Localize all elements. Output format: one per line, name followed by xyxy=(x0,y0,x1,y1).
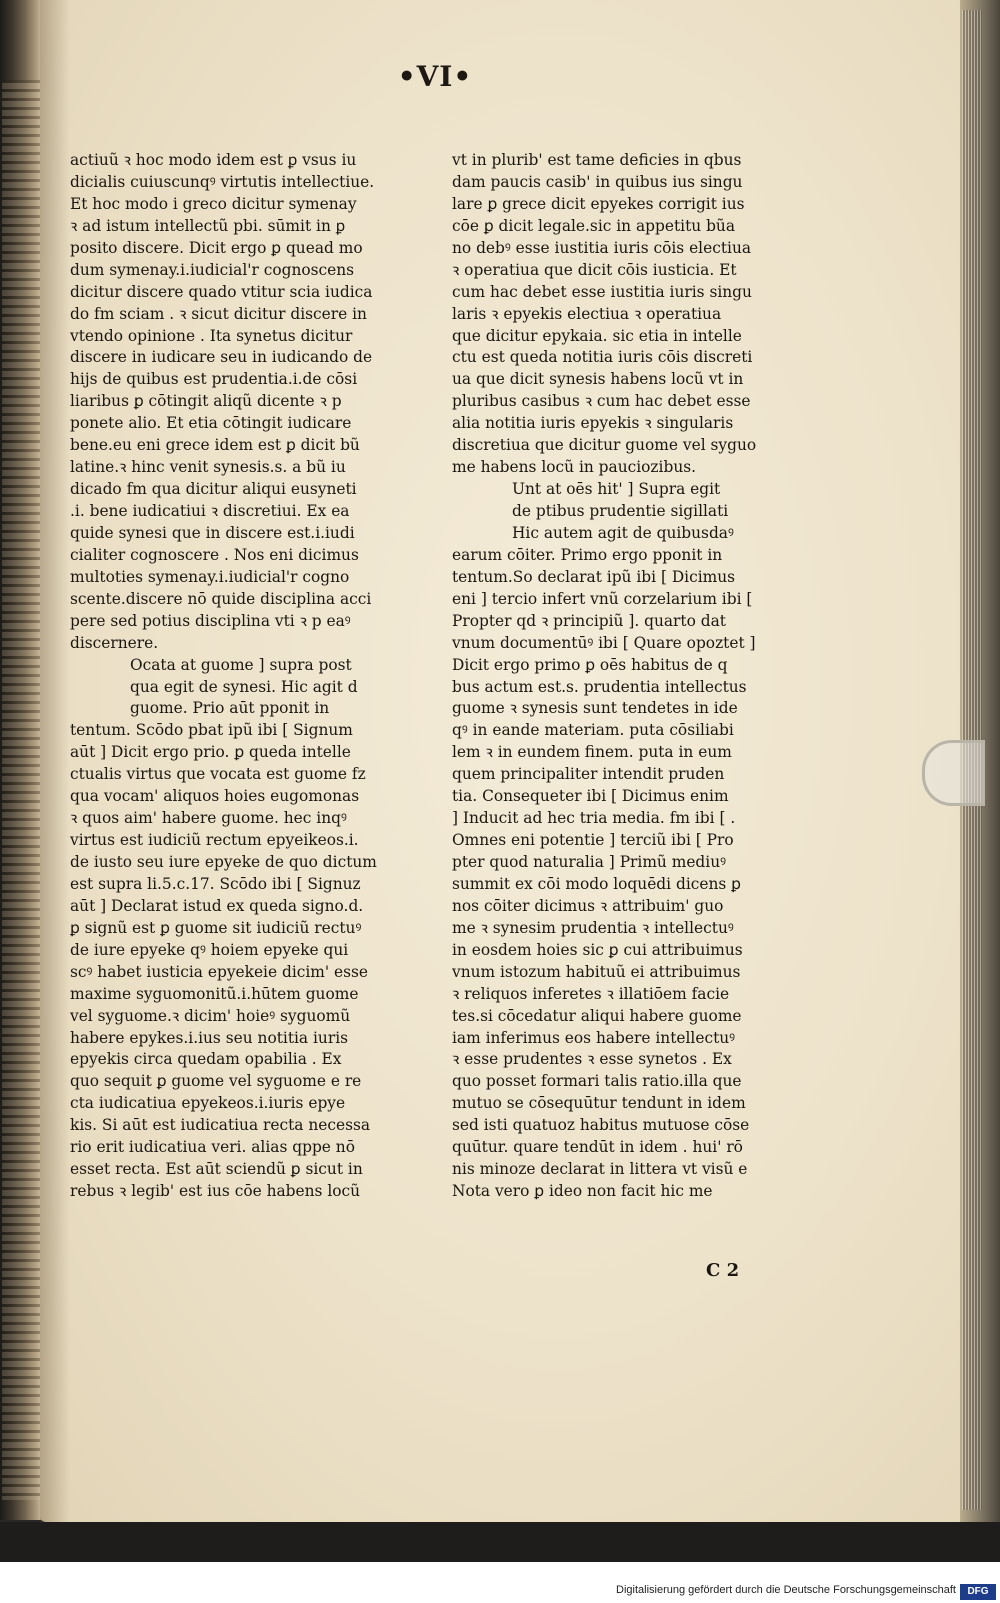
text-line: Ocata at guome ] supra post xyxy=(130,655,352,674)
text-line: eni ] tercio infert vnũ corzelarium ibi [ xyxy=(452,589,753,608)
text-line: cum hac debet esse iustitia iuris singu xyxy=(452,282,752,301)
text-line: ctualis virtus que vocata est guome fz xyxy=(70,765,366,784)
text-line: vnum documentūꝰ ibi [ Quare opoztet ] xyxy=(452,633,756,652)
text-line: discere in iudicare seu in iudicando de xyxy=(70,348,373,367)
text-line: ꝛ esse prudentes ꝛ esse synetos . Ex xyxy=(452,1050,732,1069)
text-line: habere epykes.i.ius seu notitia iuris xyxy=(70,1028,349,1047)
text-line: dum symenay.i.iudicial'r cognoscens xyxy=(70,260,355,279)
text-line: maxime syguomonitũ.i.hūtem guome xyxy=(70,984,359,1003)
text-line: latine.ꝛ hinc venit synesis.s. a bũ iu xyxy=(70,458,346,477)
text-line: quo posset formari talis ratio.illa que xyxy=(452,1072,742,1091)
text-line: lem ꝛ in eundem finem. puta in eum xyxy=(452,743,732,762)
text-line: Hic autem agit de quibusdaꝰ xyxy=(512,523,734,542)
paper-clip xyxy=(922,740,985,806)
text-line: actiuũ ꝛ hoc modo idem est ꝑ vsus iu xyxy=(70,151,357,169)
right-text-column xyxy=(452,150,772,1203)
text-line: de iure epyeke qꝰ hoiem epyeke qui xyxy=(70,940,349,959)
funding-credit: Digitalisierung gefördert durch die Deutsche Forschungsgemeinschaft xyxy=(616,1584,956,1596)
text-line: pter quod naturalia ] Primũ mediuꝰ xyxy=(452,853,726,871)
text-line: vt in plurib' est tame deficies in qbus xyxy=(452,151,742,169)
dfg-logo: DFG xyxy=(960,1584,996,1600)
text-line: scente.discere nō quide disciplina acci xyxy=(70,589,372,608)
text-line: ꝛ ad istum intellectũ pbi. sūmit in ꝑ xyxy=(70,216,346,235)
text-line: ] Inducit ad hec tria media. fm ibi [ . xyxy=(452,809,736,828)
text-line: in eosdem hoies sic ꝑ cui attribuimus xyxy=(452,940,743,959)
text-line: rebus ꝛ legib' est ius cōe habens locũ xyxy=(70,1182,361,1201)
text-line: guome ꝛ synesis sunt tendetes in ide xyxy=(452,699,738,718)
text-line: quūtur. quare tendūt in idem . hui' rō xyxy=(452,1138,743,1157)
text-line: bus actum est.s. prudentia intellectus xyxy=(452,677,747,696)
text-line: alia notitia iuris epyekis ꝛ singularis xyxy=(452,414,734,433)
text-line: lare ꝑ grece dicit epyekes corrigit ius xyxy=(452,194,745,213)
text-line: quide synesi que in discere est.i.iudi xyxy=(70,523,355,542)
text-line: guome. Prio aūt pponit in xyxy=(130,699,330,718)
gutter-shadow xyxy=(40,0,70,1522)
text-line: posito discere. Dicit ergo ꝑ quead mo xyxy=(70,238,363,257)
text-line: ꝛ quos aim' habere guome. hec inqꝰ xyxy=(70,809,347,828)
text-line: me ꝛ synesim prudentia ꝛ intellectuꝰ xyxy=(452,918,734,937)
text-line: scꝰ habet iusticia epyekeie dicim' esse xyxy=(70,962,369,981)
text-line: tes.si cōcedatur aliqui habere guome xyxy=(452,1006,742,1025)
text-line: multoties symenay.i.iudicial'r cogno xyxy=(70,567,350,586)
text-line: nos cōiter dicimus ꝛ attribuim' guo xyxy=(452,896,724,915)
text-line: Unt at oēs hit' ] Supra egit xyxy=(512,480,721,499)
text-line: bene.eu eni grece idem est ꝑ dicit bũ xyxy=(70,436,360,455)
text-line: mutuo se cōsequūtur tendunt in idem xyxy=(452,1094,746,1113)
text-line: ꝑ signũ est ꝑ guome sit iudiciũ rectuꝰ xyxy=(70,918,362,937)
text-line: earum cōiter. Primo ergo pponit in xyxy=(452,545,723,564)
text-line: ꝛ operatiua que dicit cōis iusticia. Et xyxy=(452,260,737,279)
text-line: vnum istozum habituũ ei attribuimus xyxy=(452,962,741,981)
text-line: laris ꝛ epyekis electiua ꝛ operatiua xyxy=(452,304,722,323)
scan-bottom-band xyxy=(0,1522,1000,1562)
text-line: discernere. xyxy=(70,633,159,652)
text-line: de ptibus prudentie sigillati xyxy=(512,502,729,520)
folio-number: •VI• xyxy=(397,60,473,93)
text-line: dicialis cuiuscunqꝰ virtutis intellectiue. xyxy=(70,172,375,191)
text-line: summit ex cōi modo loquēdi dicens ꝑ xyxy=(452,874,741,893)
text-line: iam inferimus eos habere intellectuꝰ xyxy=(452,1028,736,1047)
text-line: cōe ꝑ dicit legale.sic in appetitu bũa xyxy=(452,216,736,235)
text-line: Nota vero ꝑ ideo non facit hic me xyxy=(452,1182,713,1201)
text-line: liaribus ꝑ cōtingit aliqũ dicente ꝛ p xyxy=(70,392,342,411)
text-line: no debꝰ esse iustitia iuris cōis electiua xyxy=(452,238,752,257)
text-line: ponete alio. Et etia cōtingit iudicare xyxy=(70,414,352,433)
text-line: ctu est queda notitia iuris cōis discreti xyxy=(452,348,753,367)
text-line: tentum. Scōdo pbat ipũ ibi [ Signum xyxy=(70,721,353,740)
text-line: est supra li.5.c.17. Scōdo ibi [ Signuz xyxy=(70,874,361,893)
text-line: discretiua que dicitur guome vel syguo xyxy=(452,436,757,455)
text-line: hijs de quibus est prudentia.i.de cōsi xyxy=(70,370,358,389)
left-page-bleed xyxy=(2,80,42,1500)
text-line: vtendo opinione . Ita synetus dicitur xyxy=(70,326,353,345)
text-line: nis minoze declarat in littera vt visũ e xyxy=(452,1160,748,1179)
text-line: ꝛ reliquos inferetes ꝛ illatiōem facie xyxy=(452,984,730,1003)
text-line: dicado fm qua dicitur aliqui eusyneti xyxy=(70,480,357,499)
text-line: .i. bene iudicatiui ꝛ discretiui. Ex ea xyxy=(70,502,350,520)
text-line: quo sequit ꝑ guome vel syguome e re xyxy=(70,1072,362,1091)
text-line: pere sed potius disciplina vti ꝛ p eaꝰ xyxy=(70,611,351,630)
text-line: kis. Si aūt est iudicatiua recta necessa xyxy=(70,1116,371,1135)
text-line: qua vocam' aliquos hoies eugomonas xyxy=(70,787,360,806)
text-line: sed isti quatuoz habitus mutuose cōse xyxy=(452,1116,750,1135)
text-line: aūt ] Declarat istud ex queda signo.d. xyxy=(70,896,364,915)
text-line: epyekis circa quedam opabilia . Ex xyxy=(70,1050,342,1069)
text-line: dicitur discere quado vtitur scia iudica xyxy=(70,282,373,301)
text-line: vel syguome.ꝛ dicim' hoieꝰ syguomũ xyxy=(70,1006,351,1025)
text-line: Omnes eni potentie ] terciũ ibi [ Pro xyxy=(452,831,734,850)
text-line: tia. Consequeter ibi [ Dicimus enim xyxy=(452,787,729,806)
text-line: de iusto seu iure epyeke de quo dictum xyxy=(70,853,377,871)
left-text-column xyxy=(70,150,390,1203)
text-line: ua que dicit synesis habens locũ vt in xyxy=(452,370,744,389)
text-line: pluribus casibus ꝛ cum hac debet esse xyxy=(452,392,751,411)
text-line: tentum.So declarat ipũ ibi [ Dicimus xyxy=(452,567,736,586)
text-line: Propter qd ꝛ principiũ ]. quarto dat xyxy=(452,611,726,630)
text-line: quem principaliter intendit pruden xyxy=(452,765,725,784)
text-line: rio erit iudicatiua veri. alias qppe nō xyxy=(70,1138,355,1157)
text-line: aūt ] Dicit ergo prio. ꝑ queda intelle xyxy=(70,743,351,762)
text-line: cialiter cognoscere . Nos eni dicimus xyxy=(70,545,359,564)
text-line: me habens locũ in pauciozibus. xyxy=(452,458,697,477)
text-line: cta iudicatiua epyekeos.i.iuris epye xyxy=(70,1094,346,1113)
text-line: virtus est iudiciũ rectum epyeikeos.i. xyxy=(70,831,359,850)
signature-mark: C 2 xyxy=(706,1260,740,1281)
text-line: Et hoc modo i greco dicitur symenay xyxy=(70,194,357,213)
text-line: do fm sciam . ꝛ sicut dicitur discere in xyxy=(70,304,367,323)
text-line: dam paucis casib' in quibus ius singu xyxy=(452,172,743,191)
text-line: qꝰ in eande materiam. puta cōsiliabi xyxy=(452,721,734,740)
text-line: esset recta. Est aūt sciendũ ꝑ sicut in xyxy=(70,1160,363,1179)
text-line: Dicit ergo primo ꝑ oēs habitus de q xyxy=(452,655,728,674)
text-line: que dicitur epykaia. sic etia in intelle xyxy=(452,326,742,345)
text-line: qua egit de synesi. Hic agit d xyxy=(130,677,358,696)
